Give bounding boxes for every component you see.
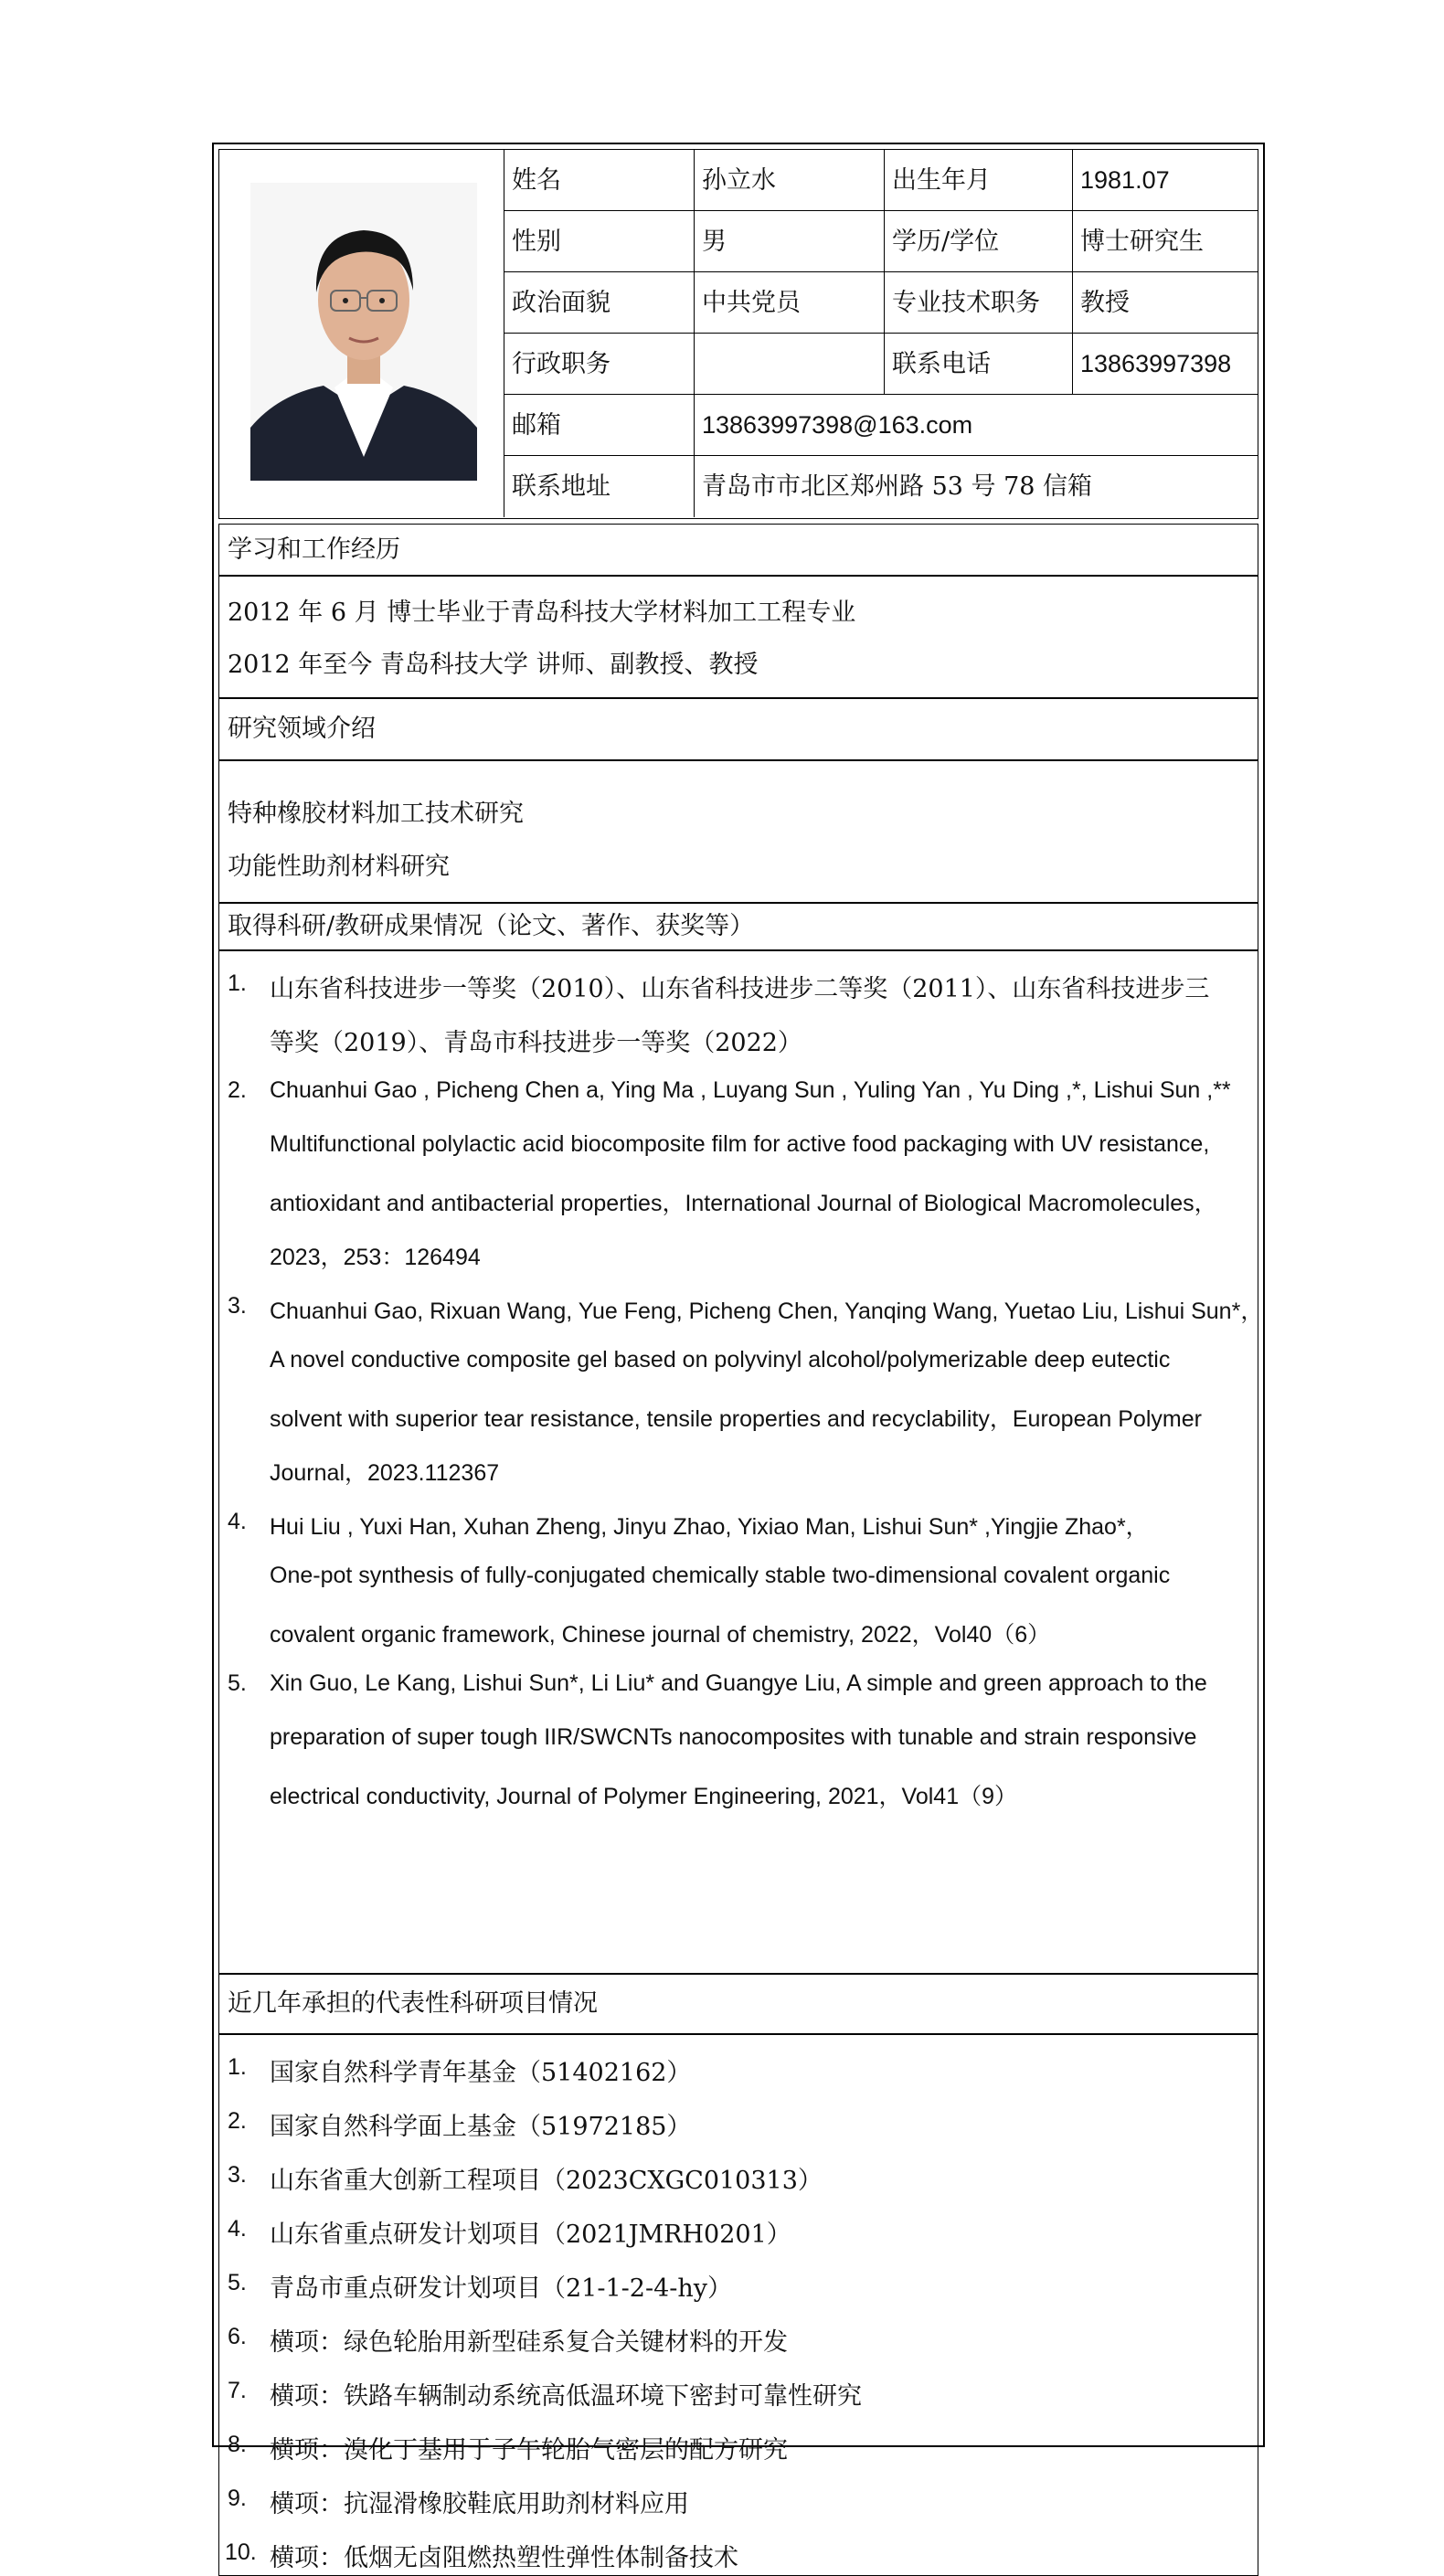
project-item: 山东省重大创新工程项目（2023CXGC010313）	[270, 2167, 823, 2195]
achievement-line: Chuanhui Gao , Picheng Chen a, Ying Ma , Luyang Sun , Yuling Yan , Yu Ding ,*, Lishui Sun ,**	[270, 1077, 1231, 1103]
email-label: 邮箱	[504, 395, 695, 455]
research-heading: 研究领域介绍	[218, 697, 1258, 761]
row-name-birth	[504, 150, 1258, 211]
project-item: 横项：铁路车辆制动系统高低温环境下密封可靠性研究	[270, 2382, 862, 2411]
political-label: 政治面貌	[504, 272, 695, 333]
row-address	[504, 456, 1258, 517]
achievement-line: Multifunctional polylactic acid biocomposite film for active food packaging with UV resistance,	[270, 1131, 1210, 1157]
achievement-line: preparation of super tough IIR/SWCNTs nanocomposites with tunable and strain responsive	[270, 1724, 1197, 1750]
admin-value	[695, 334, 885, 394]
achievement-line: antioxidant and antibacterial properties，International Journal of Biological Macromolecules，	[270, 1191, 1217, 1216]
gender-value: 男	[695, 211, 885, 271]
photo-cell	[219, 150, 504, 517]
research-line: 功能性助剂材料研究	[228, 853, 450, 881]
list-number: 2.	[228, 2108, 247, 2134]
title-label: 专业技术职务	[885, 272, 1073, 333]
project-item: 青岛市重点研发计划项目（21-1-2-4-hy）	[270, 2274, 733, 2303]
list-number: 4.	[228, 1509, 247, 1534]
row-political-title	[504, 272, 1258, 334]
project-item: 横项：抗湿滑橡胶鞋底用助剂材料应用	[270, 2490, 689, 2518]
political-value: 中共党员	[695, 272, 885, 333]
birth-value: 1981.07	[1080, 166, 1170, 194]
list-number: 8.	[228, 2432, 247, 2457]
list-number: 3.	[228, 2162, 247, 2188]
projects-section	[218, 2033, 1258, 2576]
achievement-line: Xin Guo, Le Kang, Lishui Sun*, Li Liu* and Guangye Liu, A simple and green approach to the	[270, 1670, 1207, 1696]
address-label: 联系地址	[504, 456, 695, 517]
degree-label: 学历/学位	[885, 211, 1073, 271]
list-number: 5.	[228, 2270, 247, 2295]
phone-value: 13863997398	[1080, 350, 1232, 377]
address-value: 青岛市市北区郑州路 53 号 78 信箱	[702, 472, 1093, 501]
row-email	[504, 395, 1258, 456]
email-value: 13863997398@163.com	[702, 411, 973, 439]
list-number: 2.	[228, 1077, 247, 1103]
degree-value: 博士研究生	[1080, 228, 1204, 256]
achievement-line: Journal，2023.112367	[270, 1460, 500, 1486]
experience-line: 2012 年 6 月 博士毕业于青岛科技大学材料加工工程专业	[228, 599, 856, 627]
list-number: 1.	[228, 2054, 247, 2080]
list-number: 6.	[228, 2324, 247, 2349]
name-value: 孙立水	[695, 150, 885, 210]
experience-section	[218, 575, 1258, 699]
project-item: 横项：低烟无卤阻燃热塑性弹性体制备技术	[270, 2544, 738, 2572]
achievement-line: 山东省科技进步一等奖（2010）、山东省科技进步二等奖（2011）、山东省科技进步三	[270, 975, 1210, 1003]
name-label: 姓名	[504, 150, 695, 210]
projects-heading: 近几年承担的代表性科研项目情况	[218, 1973, 1258, 2035]
list-number: 1.	[228, 970, 247, 996]
profile-table	[218, 149, 1258, 519]
resume-form	[212, 143, 1265, 2572]
research-section	[218, 759, 1258, 904]
phone-label: 联系电话	[885, 334, 1073, 394]
achievements-heading: 取得科研/教研成果情况（论文、著作、获奖等）	[218, 902, 1258, 951]
experience-line: 2012 年至今 青岛科技大学 讲师、副教授、教授	[228, 651, 759, 679]
birth-label: 出生年月	[885, 150, 1073, 210]
achievement-line: Hui Liu , Yuxi Han, Xuhan Zheng, Jinyu Zhao, Yixiao Man, Lishui Sun* ,Yingjie Zhao*，	[270, 1514, 1149, 1540]
gender-label: 性别	[504, 211, 695, 271]
achievement-line: solvent with superior tear resistance, tensile properties and recyclability，European Polymer	[270, 1406, 1202, 1432]
project-item: 国家自然科学青年基金（51402162）	[270, 2059, 692, 2087]
row-admin-phone	[504, 334, 1258, 395]
project-item: 国家自然科学面上基金（51972185）	[270, 2113, 692, 2141]
research-line: 特种橡胶材料加工技术研究	[228, 800, 524, 828]
profile-photo	[250, 183, 477, 481]
admin-label: 行政职务	[504, 334, 695, 394]
achievement-line: electrical conductivity, Journal of Polymer Engineering, 2021，Vol41（9）	[270, 1784, 1018, 1809]
experience-heading: 学习和工作经历	[218, 524, 1258, 577]
achievement-line: Chuanhui Gao, Rixuan Wang, Yue Feng, Picheng Chen, Yanqing Wang, Yuetao Liu, Lishui Sun*，	[270, 1299, 1264, 1324]
list-number: 3.	[228, 1293, 247, 1319]
achievement-line: covalent organic framework, Chinese journal of chemistry, 2022，Vol40（6）	[270, 1622, 1051, 1648]
achievement-line: One-pot synthesis of fully-conjugated chemically stable two-dimensional covalent organic	[270, 1563, 1171, 1588]
title-value: 教授	[1080, 289, 1130, 317]
project-item: 横项：溴化丁基用于子午轮胎气密层的配方研究	[270, 2436, 788, 2465]
achievement-line: 2023，253：126494	[270, 1245, 481, 1270]
list-number: 9.	[228, 2486, 247, 2511]
list-number: 7.	[228, 2378, 247, 2403]
achievement-line: A novel conductive composite gel based on polyvinyl alcohol/polymerizable deep eutectic	[270, 1347, 1171, 1373]
list-number: 4.	[228, 2216, 247, 2242]
achievements-section	[218, 949, 1264, 1975]
list-number: 10.	[225, 2539, 257, 2565]
row-gender-degree	[504, 211, 1258, 272]
project-item: 横项：绿色轮胎用新型硅系复合关键材料的开发	[270, 2328, 788, 2357]
project-item: 山东省重点研发计划项目（2021JMRH0201）	[270, 2221, 791, 2249]
list-number: 5.	[228, 1670, 247, 1696]
achievement-line: 等奖（2019）、青岛市科技进步一等奖（2022）	[270, 1029, 802, 1057]
